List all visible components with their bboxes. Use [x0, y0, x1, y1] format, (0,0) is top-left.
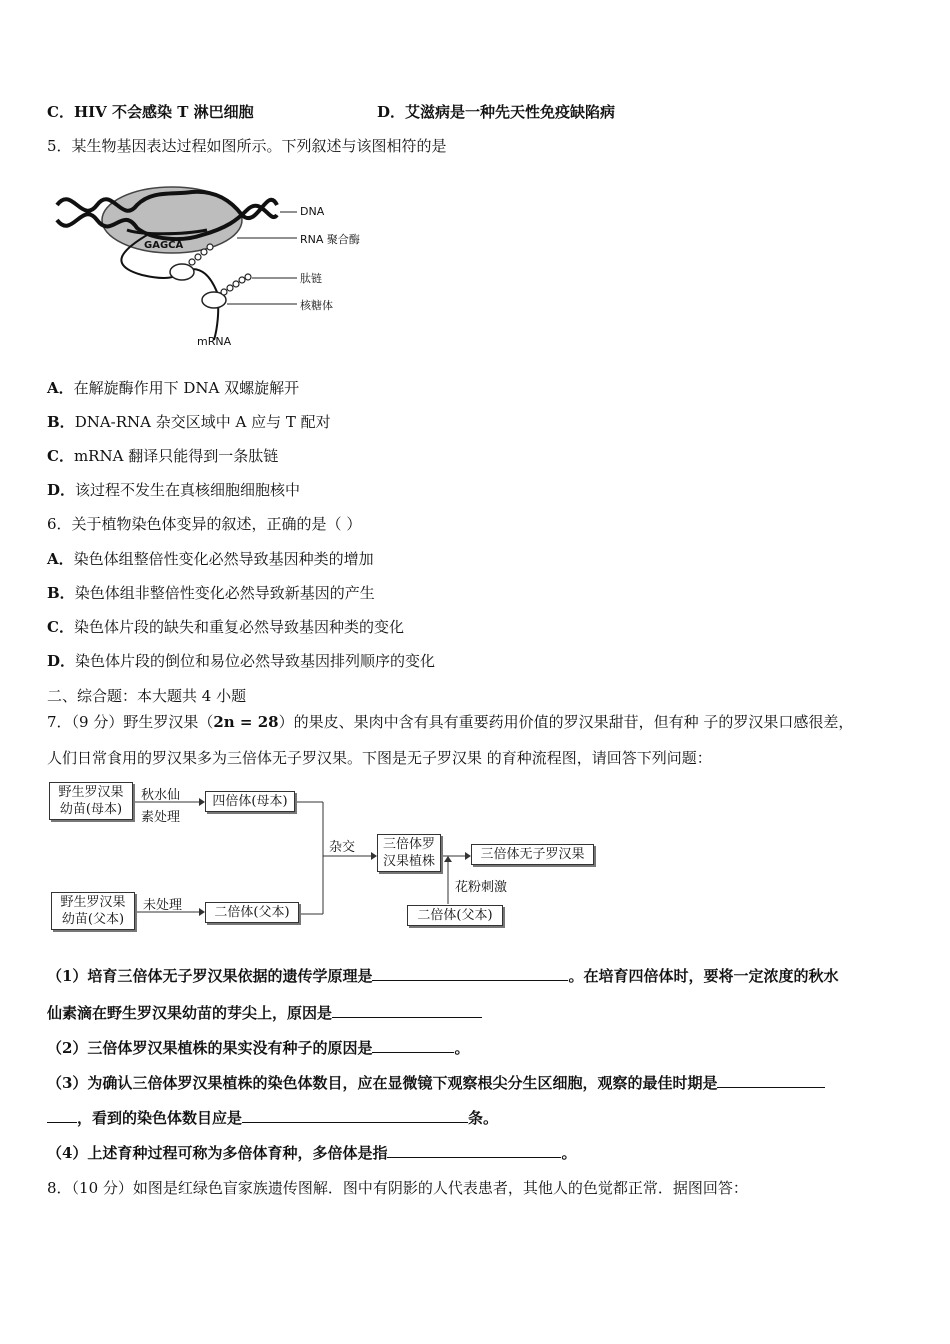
- dna-label: DNA: [300, 205, 325, 218]
- answer-blank[interactable]: [242, 1108, 468, 1123]
- box-text: 幼苗(母本): [59, 802, 123, 817]
- answer-blank[interactable]: [372, 966, 568, 981]
- box-text: 幼苗(父本): [61, 912, 125, 927]
- option-label: D．: [47, 481, 76, 499]
- option-text: 该过程不发生在真核细胞细胞核中: [75, 481, 301, 499]
- answer-blank[interactable]: [332, 1003, 482, 1018]
- q7-line-2: 人们日常食用的罗汉果多为三倍体无子罗汉果。下图是无子罗汉果 的育种流程图，请回答下列问题：: [47, 749, 712, 767]
- peptide-chain-2: [221, 274, 251, 295]
- option-label: A．: [47, 550, 74, 568]
- q7-sub3-line-2: [47, 1108, 498, 1128]
- box-text: 野生罗汉果: [60, 895, 126, 910]
- option-text: 染色体组整倍性变化必然导致基因种类的增加: [73, 550, 374, 568]
- option-text: DNA-RNA 杂交区域中 A 应与 T 配对: [74, 413, 331, 431]
- box-text: 野生罗汉果: [58, 785, 124, 800]
- mrna-label: mRNA: [197, 335, 232, 348]
- gene-expression-diagram: [52, 180, 392, 355]
- box-wild-mother: [49, 782, 133, 820]
- sequence-label: GAGCA: [144, 240, 184, 251]
- sub-text: 仙素滴在野生罗汉果幼苗的芽尖上，原因是: [47, 1004, 333, 1022]
- label-untreated: 未处理: [143, 898, 183, 913]
- label-colchicine-2: 素处理: [141, 810, 181, 825]
- q5-option-d: [47, 480, 300, 500]
- q6-option-d: [47, 651, 435, 671]
- option-label: D．: [47, 652, 76, 670]
- box-diploid-father-pollen: 二倍体(父本): [407, 905, 503, 926]
- q7-sub3-line-1: [47, 1073, 825, 1093]
- box-triploid-plant: [377, 834, 441, 872]
- box-text: 汉果植株: [382, 854, 435, 869]
- q8-stem: 8．（10 分）如图是红绿色盲家族遗传图解．图中有阴影的人代表患者，其他人的色觉都正常．据图回答：: [47, 1179, 748, 1197]
- sub-text: ，看到的染色体数目应是: [77, 1109, 243, 1127]
- q6-option-a: [47, 549, 374, 569]
- option-text: 在解旋酶作用下 DNA 双螺旋解开: [73, 379, 300, 397]
- option-text: 染色体组非整倍性变化必然导致新基因的产生: [74, 584, 375, 602]
- q7-line-1: [47, 712, 853, 732]
- option-label: C．: [47, 618, 74, 636]
- option-label: C．: [47, 447, 74, 465]
- box-diploid-father: 二倍体(父本): [205, 902, 299, 923]
- option-text: HIV 不会感染 T 淋巴细胞: [73, 103, 254, 121]
- ribosome-label: 核糖体: [300, 299, 333, 312]
- option-label: C．: [47, 103, 74, 121]
- answer-blank[interactable]: [372, 1038, 454, 1053]
- box-seedless: 三倍体无子罗汉果: [471, 844, 594, 865]
- option-text: 染色体片段的倒位和易位必然导致基因排列顺序的变化: [75, 652, 436, 670]
- arrowhead-pollen: [444, 856, 452, 862]
- section-heading: 二、综合题：本大题共 4 小题: [47, 687, 247, 705]
- option-text: 艾滋病是一种先天性免疫缺陷病: [405, 103, 616, 121]
- q7-text: 7．（9 分）野生罗汉果（: [47, 713, 214, 731]
- q7-text: ）的果皮、果肉中含有具有重要药用价值的罗汉果甜苷，但有种 子的罗汉果口感很差，: [278, 713, 854, 731]
- sub-text: （2）三倍体罗汉果植株的果实没有种子的原因是: [47, 1039, 373, 1057]
- label-colchicine-1: 秋水仙: [141, 788, 181, 803]
- answer-blank[interactable]: [387, 1143, 561, 1158]
- q4-option-c: [47, 102, 254, 122]
- option-label: B．: [47, 413, 75, 431]
- box-wild-father: [51, 892, 135, 930]
- q7-sub2: [47, 1038, 469, 1058]
- option-text: 染色体片段的缺失和重复必然导致基因种类的变化: [73, 618, 404, 636]
- q5-stem: 5．某生物基因表达过程如图所示。下列叙述与该图相符的是: [47, 137, 447, 155]
- q5-option-a: [47, 378, 299, 398]
- q7-sub1-line-2: [47, 1003, 482, 1023]
- sub-text: 。在培育四倍体时，要将一定浓度的秋水: [568, 967, 839, 985]
- sub-text: （4）上述育种过程可称为多倍体育种，多倍体是指: [47, 1144, 388, 1162]
- box-tetraploid: 四倍体(母本): [205, 791, 295, 812]
- answer-blank[interactable]: [47, 1108, 77, 1123]
- option-label: A．: [47, 379, 74, 397]
- box-text: 三倍体罗: [382, 837, 435, 852]
- chromosome-number: 2n = 28: [213, 713, 279, 731]
- peptide-label: 肽链: [300, 272, 322, 285]
- option-label: B．: [47, 584, 75, 602]
- label-cross: 杂交: [329, 840, 356, 855]
- q4-option-d: [377, 102, 615, 122]
- q7-sub4: [47, 1143, 576, 1163]
- sub-text: （1）培育三倍体无子罗汉果依据的遗传学原理是: [47, 967, 373, 985]
- q7-sub1-line-1: [47, 966, 838, 986]
- rna-polymerase-label: RNA 聚合酶: [300, 233, 360, 246]
- gene-expression-figure: [52, 180, 392, 355]
- sub-text: 。: [454, 1039, 470, 1057]
- option-label: D．: [377, 103, 406, 121]
- q6-option-c: [47, 617, 404, 637]
- label-pollen: 花粉刺激: [455, 880, 508, 895]
- sub-text: （3）为确认三倍体罗汉果植株的染色体数目，应在显微镜下观察根尖分生区细胞，观察的最佳时期是: [47, 1074, 718, 1092]
- q6-option-b: [47, 583, 375, 603]
- sub-text: 条。: [468, 1109, 499, 1127]
- option-text: mRNA 翻译只能得到一条肽链: [73, 447, 279, 465]
- q6-stem: 6．关于植物染色体变异的叙述，正确的是（ ）: [47, 515, 362, 533]
- q5-option-b: [47, 412, 331, 432]
- answer-blank[interactable]: [717, 1073, 825, 1088]
- q5-option-c: [47, 446, 278, 466]
- breeding-flowchart: [47, 778, 607, 938]
- ribosome-1: [170, 264, 194, 280]
- sub-text: 。: [561, 1144, 577, 1162]
